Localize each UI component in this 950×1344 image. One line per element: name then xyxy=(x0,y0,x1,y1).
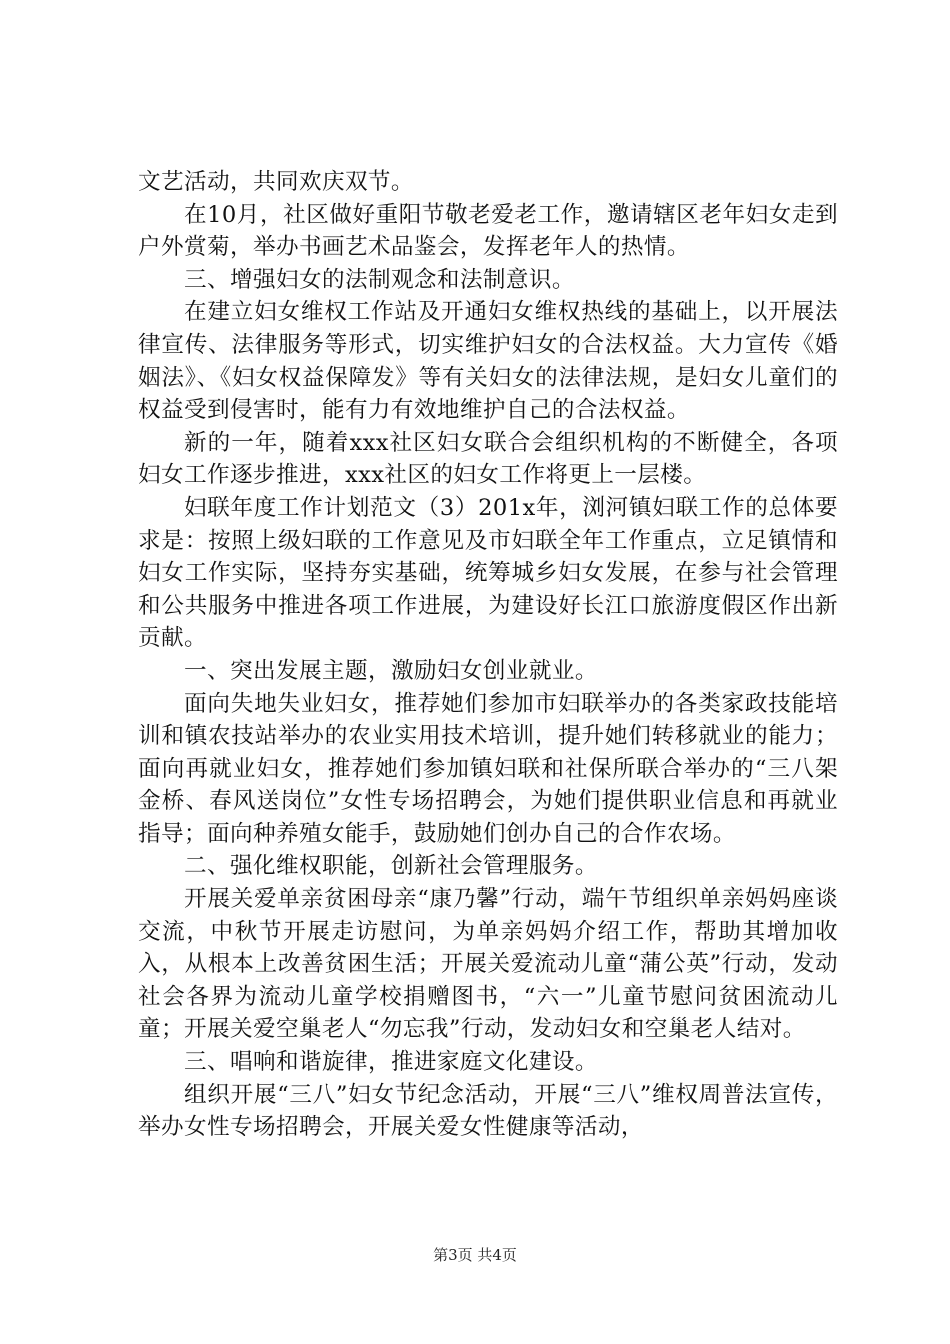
paragraph-6: 妇联年度工作计划范文（3）201x年，浏河镇妇联工作的总体要求是：按照上级妇联的工作意见及市妇联全年工作重点，立足镇情和妇女工作实际，坚持夯实基础，统筹城乡妇女发展，在参与社会管理和公共服务中推进各项工作进展，为建设好长江口旅游度假区作出新贡献。 xyxy=(138,494,838,652)
paragraph-10: 开展关爱单亲贫困母亲“康乃馨”行动，端午节组织单亲妈妈座谈交流，中秋节开展走访慰问，为单亲妈妈介绍工作，帮助其增加收入，从根本上改善贫困生活；开展关爱流动儿童“蒲公英”行动，发动社会各界为流动儿童学校捐赠图书，“六一”儿童节慰问贫困流动儿童；开展关爱空巢老人“勿忘我”行动，发动妇女和空巢老人结对。 xyxy=(138,886,838,1043)
section-heading-2: 二、强化维权职能，创新社会管理服务。 xyxy=(184,853,598,880)
page-number-footer: 第3页 共4页 xyxy=(433,1246,517,1264)
paragraph-5: 新的一年，随着xxx社区妇女联合会组织机构的不断健全，各项妇女工作逐步推进，xxx社区的妇女工作将更上一层楼。 xyxy=(138,429,838,489)
document-body xyxy=(138,166,838,1144)
section-heading-3: 三、增强妇女的法制观念和法制意识。 xyxy=(184,266,575,293)
section-heading-1: 一、突出发展主题，激励妇女创业就业。 xyxy=(184,657,598,684)
paragraph-12: 组织开展“三八”妇女节纪念活动，开展“三八”维权周普法宣传，举办女性专场招聘会，开展关爱女性健康等活动， xyxy=(138,1081,838,1141)
paragraph-4: 在建立妇女维权工作站及开通妇女维权热线的基础上，以开展法律宣传、法律服务等形式，切实维护妇女的合法权益。大力宣传《婚姻法》、《妇女权益保障发》等有关妇女的法律法规，是妇女儿童们的权益受到侵害时，能有力有效地维护自己的合法权益。 xyxy=(138,299,838,424)
paragraph-1: 文艺活动，共同欢庆双节。 xyxy=(138,169,414,195)
paragraph-8: 面向失地失业妇女，推荐她们参加市妇联举办的各类家政技能培训和镇农技站举办的农业实用技术培训，提升她们转移就业的能力；面向再就业妇女，推荐她们参加镇妇联和社保所联合举办的“三八架金桥、春风送岗位”女性专场招聘会，为她们提供职业信息和再就业指导；面向种养殖女能手，鼓励她们创办自己的合作农场。 xyxy=(138,690,838,847)
paragraph-2: 在10月，社区做好重阳节敬老爱老工作，邀请辖区老年妇女走到户外赏菊，举办书画艺术品鉴会，发挥老年人的热情。 xyxy=(138,201,838,261)
section-heading-3b: 三、唱响和谐旋律，推进家庭文化建设。 xyxy=(184,1049,598,1076)
